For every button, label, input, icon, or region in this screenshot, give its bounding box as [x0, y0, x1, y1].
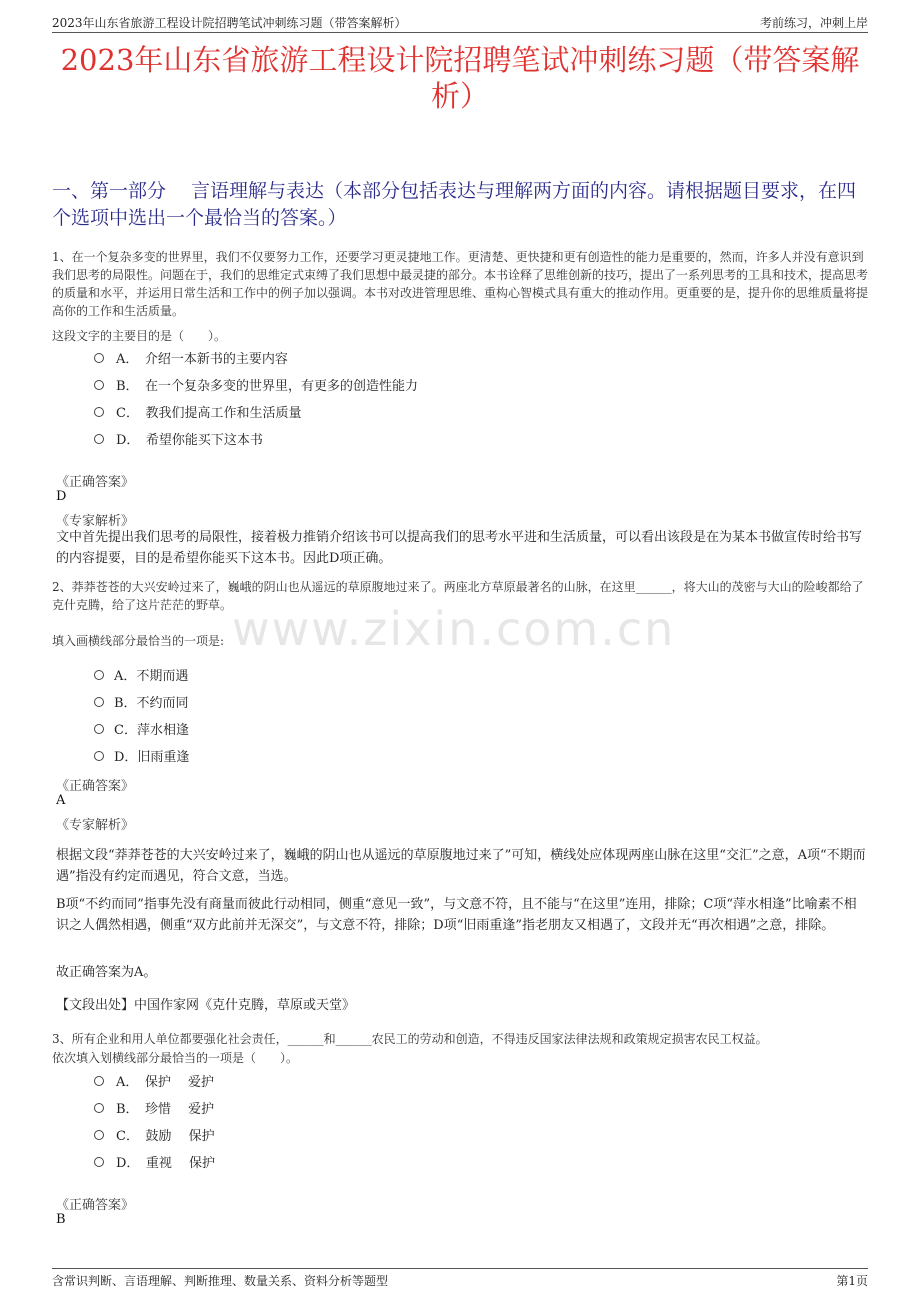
question-2-text: 2、莽莽苍苍的大兴安岭过来了，巍峨的阴山也从遥远的草原腹地过来了。两座北方草原最著名的山脉，在这里______，将大山的茂密与大山的险峻都给了克什克腾，给了这片茫茫的野草。: [52, 580, 864, 612]
question-3-answer: B: [56, 1212, 66, 1227]
page-number: 第1页: [836, 1274, 868, 1288]
radio-icon[interactable]: [94, 353, 104, 363]
radio-icon[interactable]: [94, 380, 104, 390]
section-heading: 一、第一部分 言语理解与表达（本部分包括表达与理解两方面的内容。请根据题目要求，在四个选项中选出一个最恰当的答案。）: [52, 180, 857, 229]
radio-icon[interactable]: [94, 1076, 104, 1086]
question-3-answer-label: 《正确答案》: [56, 1198, 135, 1213]
radio-icon[interactable]: [94, 434, 104, 444]
header-divider: [52, 32, 868, 33]
header-left: 2023年山东省旅游工程设计院招聘笔试冲刺练习题（带答案解析）: [52, 16, 407, 30]
question-2-conclusion: 故正确答案为A。: [56, 965, 157, 980]
question-2-source: 【文段出处】中国作家网《克什克腾，草原或天堂》: [56, 998, 356, 1013]
page-title: 2023年山东省旅游工程设计院招聘笔试冲刺练习题（带答案解析）: [60, 43, 860, 113]
question-1-prompt: 这段文字的主要目的是（ ）。: [52, 329, 227, 343]
radio-icon[interactable]: [94, 724, 104, 734]
radio-icon[interactable]: [94, 697, 104, 707]
radio-icon[interactable]: [94, 1130, 104, 1140]
question-2-explanation-label: 《专家解析》: [56, 818, 135, 833]
question-2-explanation-1: 根据文段“莽莽苍苍的大兴安岭过来了，巍峨的阴山也从遥远的草原腹地过来了”可知，横线处应体现两座山脉在这里“交汇”之意，A项“不期而遇”指没有约定而遇见，符合文意，当选。: [56, 848, 866, 884]
radio-icon[interactable]: [94, 1157, 104, 1167]
question-1-explanation-label: 《专家解析》: [56, 514, 135, 529]
question-3-text: 3、所有企业和用人单位都要强化社会责任，______和______农民工的劳动和创造，不得违反国家法律法规和政策规定损害农民工权益。: [52, 1032, 768, 1046]
question-2-answer: A: [56, 793, 66, 808]
question-1-text: 1、在一个复杂多变的世界里，我们不仅要努力工作，还要学习更灵捷地工作。更清楚、更快捷和更有创造性的能力是重要的，然而，许多人并没有意识到我们思考的局限性。问题在于，我们的思维定式束缚了我们思想中最灵捷的部分。本书诠释了思维创新的技巧，提出了一系列思考的工具和技术，提高思考的质量和水平，并运用日常生活和工作中的例子加以强调。本书对改进管理思维、重构心智模式具有重大的推动作用。更重要的是，提升你的思维质量将提高你的工作和生活质量。: [52, 250, 869, 318]
header-right: 考前练习，冲刺上岸: [759, 16, 868, 30]
radio-icon[interactable]: [94, 751, 104, 761]
question-1-answer-label: 《正确答案》: [56, 475, 135, 490]
question-2-prompt: 填入画横线部分最恰当的一项是:: [52, 634, 225, 648]
radio-icon[interactable]: [94, 670, 104, 680]
question-1-answer: D: [56, 489, 67, 504]
footer-divider: [52, 1268, 868, 1269]
question-2-answer-label: 《正确答案》: [56, 779, 135, 794]
watermark: www.zixin.com.cn: [232, 602, 676, 656]
footer-left: 含常识判断、言语理解、判断推理、数量关系、资料分析等题型: [52, 1274, 389, 1288]
question-3-prompt: 依次填入划横线部分最恰当的一项是（ ）。: [52, 1051, 299, 1065]
question-1-explanation: 文中首先提出我们思考的局限性，接着极力推销介绍该书可以提高我们的思考水平进和生活质量，可以看出该段是在为某本书做宣传时给书写的内容提要，目的是希望你能买下这本书。因此D项正确。: [56, 530, 863, 566]
radio-icon[interactable]: [94, 407, 104, 417]
radio-icon[interactable]: [94, 1103, 104, 1113]
question-2-explanation-2: B项“不约而同”指事先没有商量而彼此行动相同，侧重“意见一致”，与文意不符，且不能与“在这里”连用，排除；C项“萍水相逢”比喻素不相识之人偶然相遇，侧重“双方此前并无深交”，与文意不符，排除；D项“旧雨重逢”指老朋友又相遇了，文段并无“再次相遇”之意，排除。: [56, 897, 857, 933]
